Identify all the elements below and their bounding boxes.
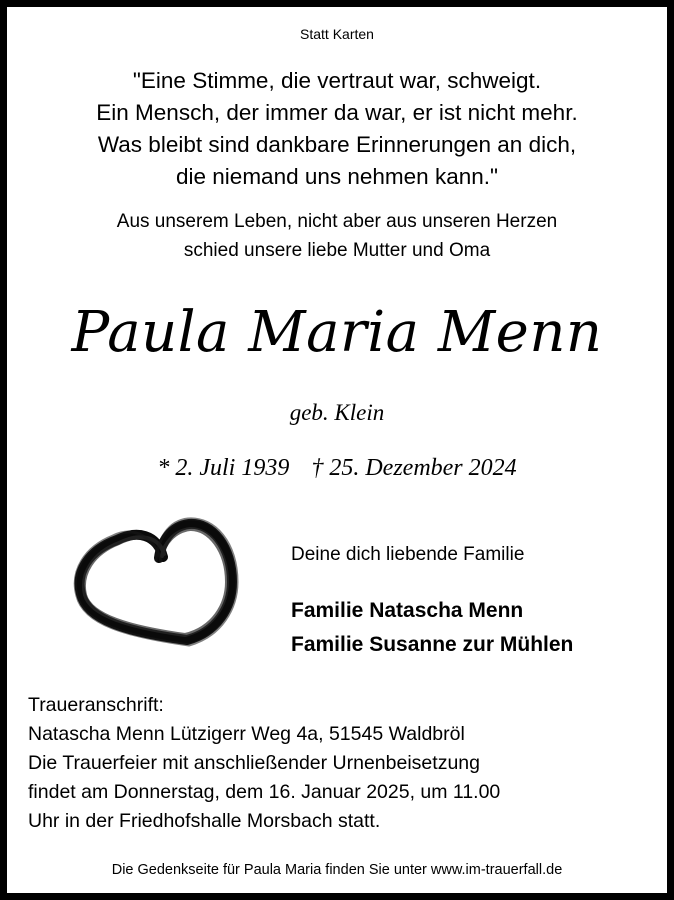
quote-line: die niemand uns nehmen kann." xyxy=(176,164,498,189)
life-dates xyxy=(7,455,667,482)
death-date: † 25. Dezember 2024 xyxy=(311,455,517,481)
details-line: Traueranschrift: xyxy=(28,694,164,716)
intro-line: schied unsere liebe Mutter und Oma xyxy=(183,240,491,261)
family-name: Familie Natascha Menn xyxy=(291,599,524,622)
birth-date: * 2. Juli 1939 xyxy=(157,455,290,481)
family-name: Familie Susanne zur Mühlen xyxy=(291,633,574,656)
details-line: Natascha Menn Lützigerr Weg 4a, 51545 Waldbröl xyxy=(28,723,465,745)
family-names xyxy=(291,594,573,662)
quote xyxy=(7,65,667,193)
birth-name: geb. Klein xyxy=(289,400,385,425)
details-line: Die Trauerfeier mit anschließender Urnenbeisetzung xyxy=(28,752,480,774)
intro-line: Aus unserem Leben, nicht aber aus unseren Herzen xyxy=(116,211,558,232)
deceased-name: Paula Maria Menn xyxy=(71,300,603,365)
quote-line: Was bleibt sind dankbare Erinnerungen an dich, xyxy=(97,132,577,157)
quote-line: "Eine Stimme, die vertraut war, schweigt. xyxy=(132,68,542,93)
memorial-page-footer: Die Gedenkseite für Paula Maria finden Sie unter www.im-trauerfall.de xyxy=(111,862,563,878)
quote-line: Ein Mensch, der immer da war, er ist nicht mehr. xyxy=(96,100,578,125)
intro-text xyxy=(7,207,667,265)
header-note: Statt Karten xyxy=(300,26,374,42)
funeral-details xyxy=(28,691,500,836)
details-line: Uhr in der Friedhofshalle Morsbach statt. xyxy=(28,810,381,832)
heart-icon xyxy=(67,512,242,662)
details-line: findet am Donnerstag, dem 16. Januar 2025, um 11.00 xyxy=(28,781,501,803)
family-intro: Deine dich liebende Familie xyxy=(291,544,525,565)
